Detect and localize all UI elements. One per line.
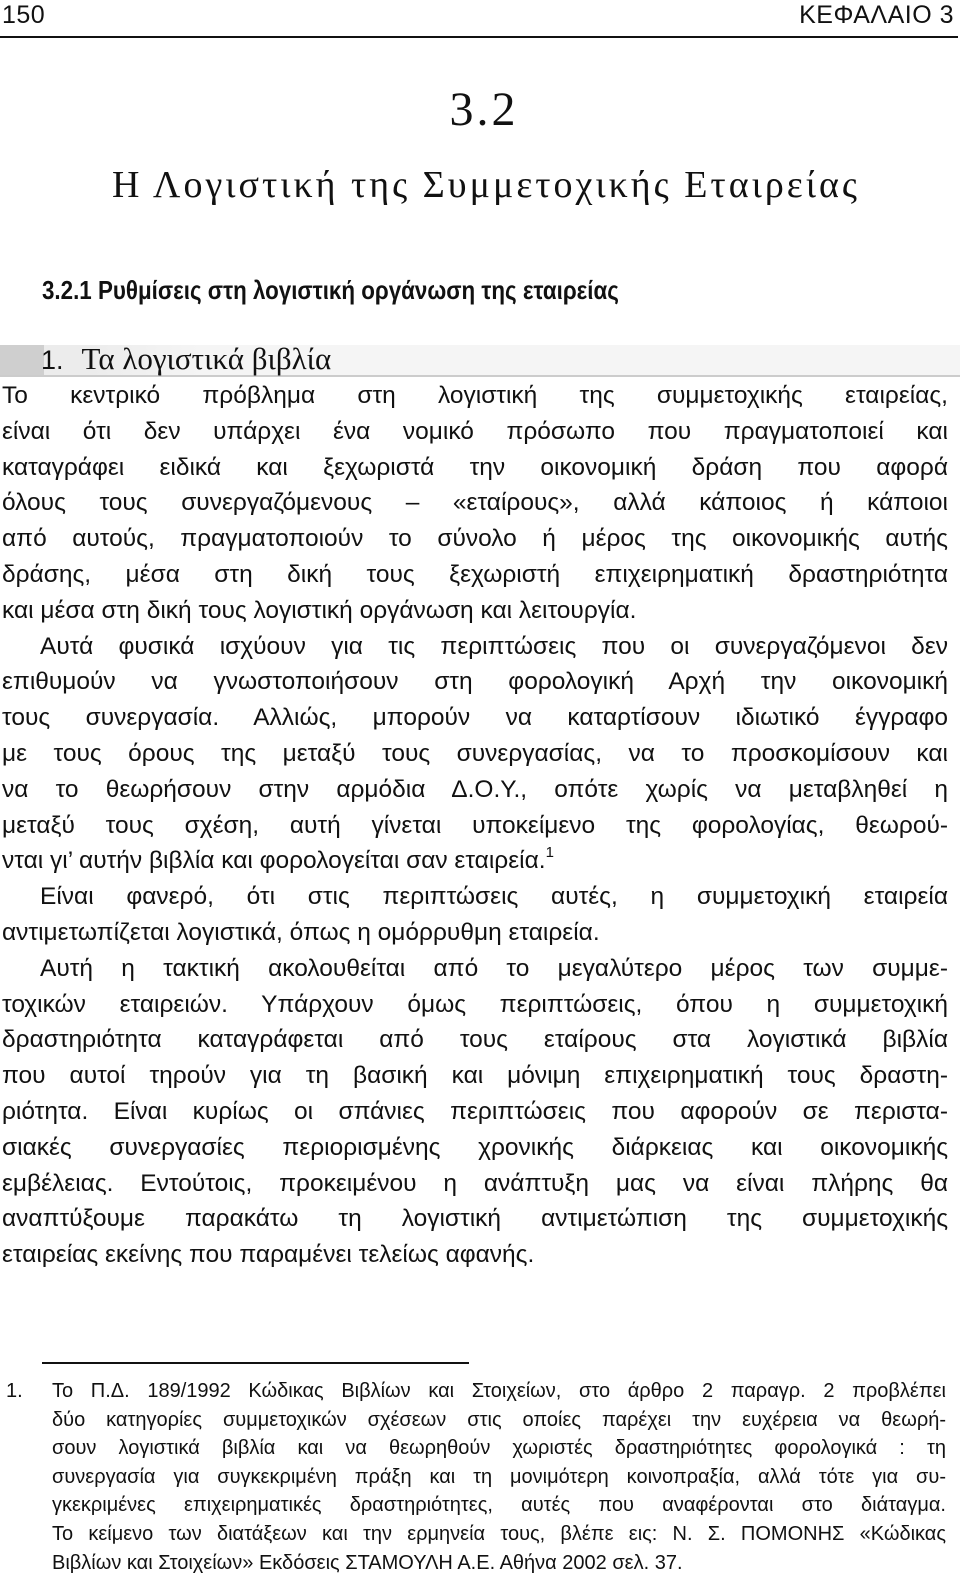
footnote-line: σουν λογιστικά βιβλία και να θεωρηθούν χωριστές δραστηριότητες φορολογικά : τη bbox=[52, 1437, 946, 1460]
footnote-line: γκεκριμένες επιχειρηματικές δραστηριότητες, αυτές που αναφέρονται στο διάταγμα. bbox=[52, 1494, 946, 1517]
subhead-title: Τα λογιστικά βιβλία bbox=[81, 341, 332, 376]
running-header bbox=[0, 0, 958, 38]
footnote-line: Το κείμενο των διατάξεων και την ερμηνεία τους, βλέπε εις: Ν. Σ. ΠΟΜΟΝΗΣ «Κώδικας bbox=[52, 1522, 946, 1545]
body-line: όλους τους συνεργαζόμενους – «εταίρους», αλλά κάποιος ή κάποιοι bbox=[2, 489, 948, 517]
body-line: δραστηριότητα καταγράφεται από τους εταίρους στα λογιστικά βιβλία bbox=[2, 1026, 948, 1054]
body-line: με τους όρους της μεταξύ τους συνεργασίας, να το προσκομίσουν και bbox=[2, 739, 948, 767]
subhead-number: 1. bbox=[41, 345, 64, 375]
body-line: αντιμετωπίζεται λογιστικά, όπως η ομόρρυθμη εταιρεία. bbox=[2, 918, 600, 946]
body-line-text: νται γι’ αυτήν βιβλία και φορολογείται σαν εταιρεία. bbox=[2, 847, 546, 875]
body-line: είναι ότι δεν υπάρχει ένα νομικό πρόσωπο που πραγματοποιεί και bbox=[2, 417, 948, 445]
body-line: Είναι φανερό, ότι στις περιπτώσεις αυτές, η συμμετοχική εταιρεία bbox=[40, 883, 948, 911]
footnote-text bbox=[52, 1377, 946, 1577]
footnote-line: Το Π.Δ. 189/1992 Κώδικας Βιβλίων και Στοιχείων, στο άρθρο 2 παραγρ. 2 προβλέπει bbox=[52, 1380, 946, 1402]
body-line: μεταξύ τους σχέση, αυτή γίνεται υποκείμενο της φορολογίας, θεωρού- bbox=[2, 811, 948, 839]
body-line: Αυτά φυσικά ισχύουν για τις περιπτώσεις που οι συνεργαζόμενοι δεν bbox=[40, 632, 948, 660]
body-line: να το θεωρήσουν στην αρμόδια Δ.Ο.Υ., οπότε χωρίς να μεταβληθεί η bbox=[2, 775, 948, 803]
body-line: σιακές συνεργασίες περιορισμένης χρονικής διάρκειας και οικονομικής bbox=[2, 1133, 948, 1161]
body-line: δράσης, μέσα στη δική τους ξεχωριστή επιχειρηματική δραστηριότητα bbox=[2, 560, 948, 588]
body-line: από αυτούς, πραγματοποιούν το σύνολο ή μέρος της οικονομικής αυτής bbox=[2, 525, 948, 553]
body-line: και μέσα στη δική τους λογιστική οργάνωση και λειτουργία. bbox=[2, 596, 637, 624]
footnote-line: δύο κατηγορίες συμμετοχικών σχέσεων στις οποίες παρέχει την ευχέρεια να θεωρή- bbox=[52, 1408, 946, 1431]
section-title: Η Λογιστική της Συμμετοχικής Εταιρείας bbox=[112, 164, 860, 206]
footnote-marker: 1. bbox=[6, 1380, 23, 1402]
chapter-label: ΚΕΦΑΛΑΙΟ 3 bbox=[799, 1, 954, 29]
body-line: αναπτύξουμε παρακάτω τη λογιστική αντιμετώπιση της συμμετοχικής bbox=[2, 1205, 948, 1233]
subhead bbox=[41, 340, 331, 379]
footnote-divider bbox=[42, 1362, 469, 1364]
footnote-line: συνεργασία για συγκεκριμένη πράξη και τη μονιμότερη κοινοπραξία, αλλά τότε για συ- bbox=[52, 1465, 946, 1488]
body-line: ριότητα. Είναι κυρίως οι σπάνιες περιπτώσεις που αφορούν σε περιστα- bbox=[2, 1097, 948, 1125]
body-line-with-footnote bbox=[2, 843, 948, 879]
body-line: καταγράφει ειδικά και ξεχωριστά την οικονομική δράση που αφορά bbox=[2, 453, 948, 481]
body-line: Αυτή η τακτική ακολουθείται από το μεγαλύτερο μέρος των συμμε- bbox=[40, 954, 948, 982]
subsection-title: 3.2.1 Ρυθμίσεις στη λογιστική οργάνωση της εταιρείας bbox=[42, 275, 619, 305]
body-line: επιθυμούν να γνωστοποιήσουν στη φορολογική Αρχή την οικονομική bbox=[2, 668, 948, 696]
body-line: που αυτοί τηρούν για τη βασική και μόνιμη επιχειρηματική τους δραστη- bbox=[2, 1062, 948, 1090]
page-number: 150 bbox=[2, 1, 46, 29]
body-line: εμβέλειας. Εντούτοις, προκειμένου η ανάπτυξη μας να είναι πλήρης θα bbox=[2, 1169, 948, 1197]
section-number: 3.2 bbox=[449, 83, 519, 136]
body-text bbox=[2, 378, 948, 1273]
footnote-line: Βιβλίων και Στοιχείων» Εκδόσεις ΣΤΑΜΟΥΛΗ Α.Ε. Αθήνα 2002 σελ. 37. bbox=[52, 1551, 683, 1574]
body-line: εταιρείας εκείνης που παραμένει τελείως αφανής. bbox=[2, 1241, 535, 1269]
body-line: Το κεντρικό πρόβλημα στη λογιστική της συμμετοχικής εταιρείας, bbox=[2, 382, 948, 409]
body-line: τοχικών εταιρειών. Υπάρχουν όμως περιπτώσεις, όπου η συμμετοχική bbox=[2, 990, 948, 1018]
footnote-reference[interactable]: 1 bbox=[545, 844, 554, 862]
body-line: τους συνεργασία. Αλλιώς, μπορούν να καταρτίσουν ιδιωτικό έγγραφο bbox=[2, 704, 948, 732]
